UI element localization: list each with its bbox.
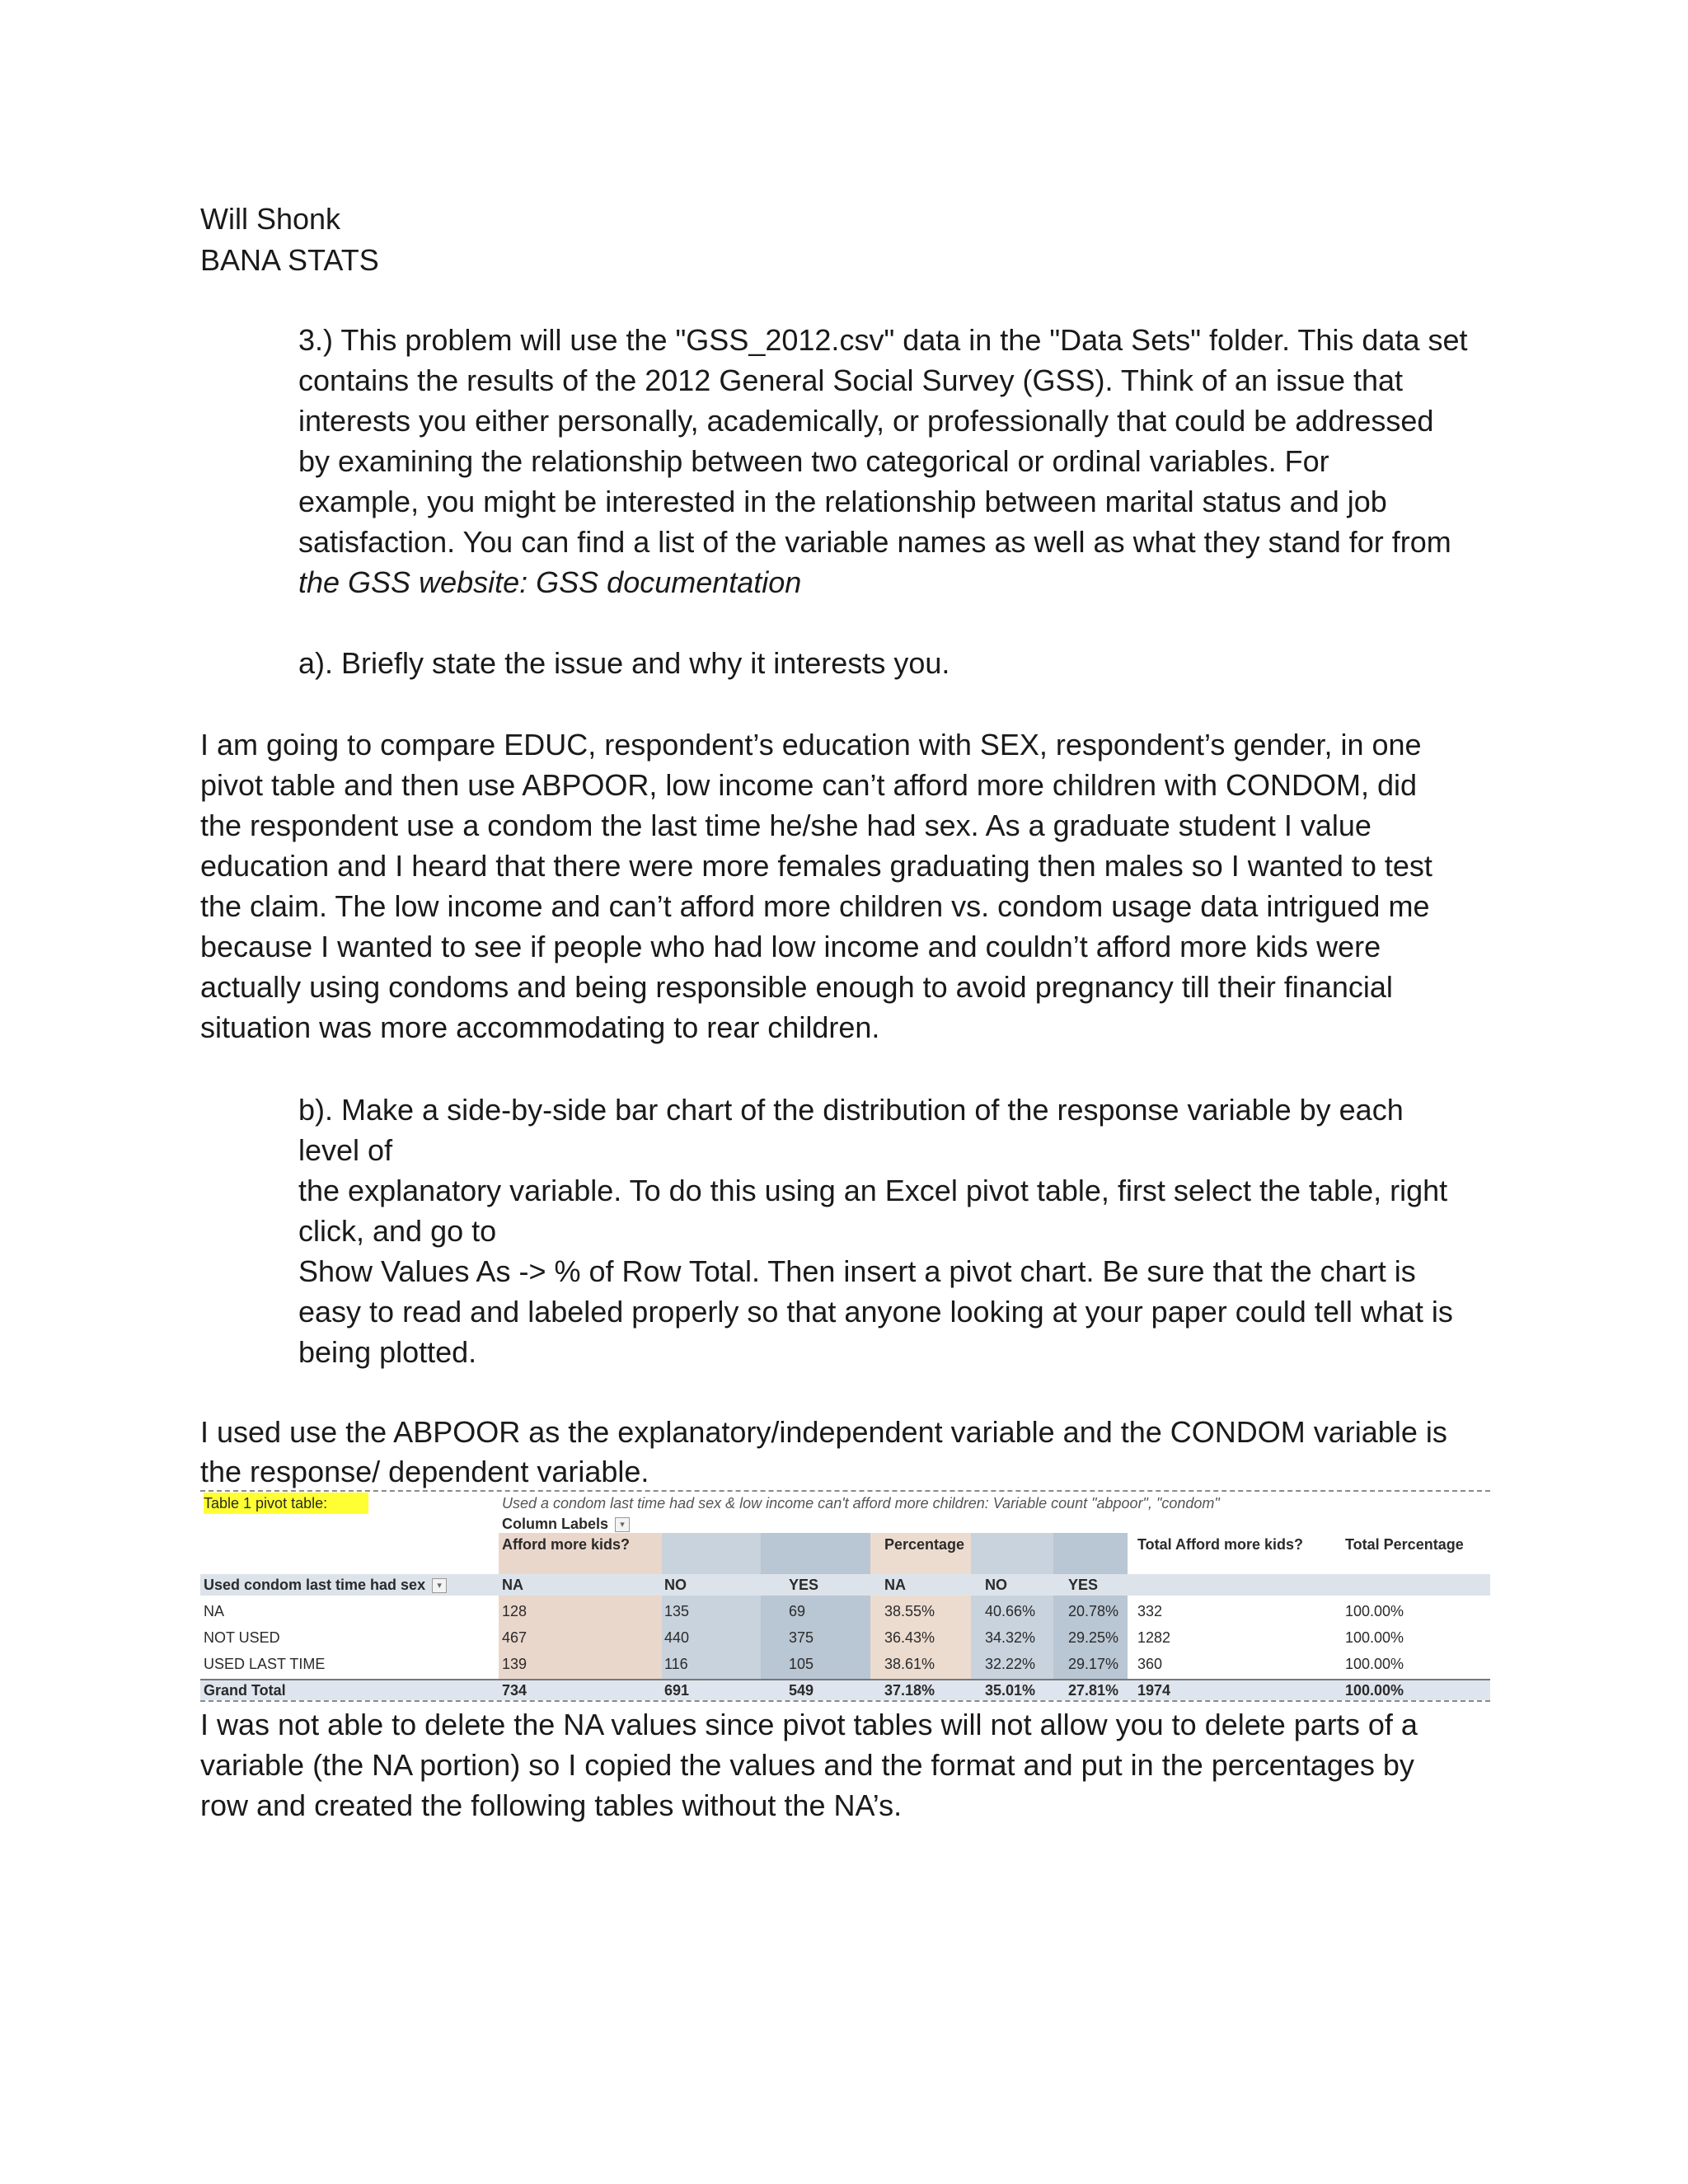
sub-header-na: NA bbox=[502, 1577, 523, 1593]
sub-header-yes: YES bbox=[789, 1577, 819, 1593]
table-cell: 1282 bbox=[1137, 1629, 1171, 1646]
table-cell: 360 bbox=[1137, 1656, 1163, 1672]
grand-total-cell: 37.18% bbox=[884, 1682, 935, 1699]
table-cell: 375 bbox=[789, 1629, 814, 1646]
table-row-label: NA bbox=[204, 1603, 225, 1619]
table-cell: 32.22% bbox=[985, 1656, 1036, 1672]
part-a-answer-line: the respondent use a condom the last time he/she had sex. As a graduate student I value bbox=[200, 808, 1372, 842]
after-table-line: row and created the following tables without the NA’s. bbox=[200, 1788, 903, 1822]
sub-header-pct-no: NO bbox=[985, 1577, 1007, 1593]
part-a-prompt: a). Briefly state the issue and why it interests you. bbox=[298, 646, 950, 680]
author-name: Will Shonk bbox=[200, 202, 341, 236]
part-a-answer-line: actually using condoms and being responsible enough to avoid pregnancy till their financial bbox=[200, 970, 1393, 1004]
table-cell: 100.00% bbox=[1345, 1656, 1404, 1672]
table-cell: 105 bbox=[789, 1656, 814, 1672]
question3-line: example, you might be interested in the relationship between marital status and job bbox=[298, 485, 1387, 518]
grand-total-cell: 1974 bbox=[1137, 1682, 1171, 1699]
table-cell: 40.66% bbox=[985, 1603, 1036, 1619]
table-caption: Used a condom last time had sex & low income can't afford more children: Variable count "abpoor", "condom" bbox=[502, 1495, 1220, 1511]
grand-total-cell: 35.01% bbox=[985, 1682, 1036, 1699]
table-cell: 38.55% bbox=[884, 1603, 935, 1619]
grand-total-cell: 100.00% bbox=[1345, 1682, 1404, 1699]
table-cell: 100.00% bbox=[1345, 1629, 1404, 1646]
part-b-prompt-line: Show Values As -> % of Row Total. Then insert a pivot chart. Be sure that the chart is bbox=[298, 1254, 1416, 1288]
total-afford-header: Total Afford more kids? bbox=[1137, 1536, 1304, 1553]
row-header-text: Used condom last time had sex bbox=[204, 1577, 426, 1593]
row-filter-dropdown-icon[interactable]: ▾ bbox=[432, 1578, 447, 1593]
table-cell: 29.17% bbox=[1068, 1656, 1119, 1672]
table-row-label: USED LAST TIME bbox=[204, 1656, 326, 1672]
grand-total-label: Grand Total bbox=[204, 1682, 286, 1699]
table-cell: 20.78% bbox=[1068, 1603, 1119, 1619]
part-b-answer-line: I used use the ABPOOR as the explanatory/independent variable and the CONDOM variable is bbox=[200, 1415, 1447, 1449]
sub-header-pct-na: NA bbox=[884, 1577, 906, 1593]
column-labels-header[interactable] bbox=[502, 1513, 630, 1535]
table-cell: 139 bbox=[502, 1656, 528, 1672]
part-b-prompt-line: easy to read and labeled properly so that anyone looking at your paper could tell what is bbox=[298, 1295, 1453, 1329]
gss-documentation-link[interactable]: the GSS website: GSS documentation bbox=[298, 565, 802, 599]
table-cell: 29.25% bbox=[1068, 1629, 1119, 1646]
grand-total-border bbox=[200, 1679, 1490, 1702]
table-cell: 100.00% bbox=[1345, 1603, 1404, 1619]
course-name: BANA STATS bbox=[200, 243, 379, 277]
part-a-answer-line: the claim. The low income and can’t afford more children vs. condom usage data intrigued me bbox=[200, 889, 1430, 923]
part-b-prompt-line: click, and go to bbox=[298, 1214, 497, 1248]
question3-line: interests you either personally, academically, or professionally that could be addressed bbox=[298, 404, 1434, 438]
grand-total-cell: 549 bbox=[789, 1682, 814, 1699]
part-a-answer-line: situation was more accommodating to rear children. bbox=[200, 1010, 880, 1044]
table-row-label: NOT USED bbox=[204, 1629, 280, 1646]
table-cell: 38.61% bbox=[884, 1656, 935, 1672]
yes-column-shading bbox=[761, 1533, 870, 1679]
column-labels-text: Column Labels bbox=[502, 1516, 609, 1532]
grand-total-cell: 691 bbox=[664, 1682, 690, 1699]
group-afford-more-kids: Afford more kids? bbox=[502, 1536, 631, 1553]
part-a-answer-line: pivot table and then use ABPOOR, low income can’t afford more children with CONDOM, did bbox=[200, 768, 1418, 802]
part-b-prompt-line: being plotted. bbox=[298, 1335, 477, 1369]
question3-line: 3.) This problem will use the "GSS_2012.csv" data in the "Data Sets" folder. This data set bbox=[298, 323, 1468, 357]
table-cell: 467 bbox=[502, 1629, 528, 1646]
part-a-answer-line: because I wanted to see if people who had low income and couldn’t afford more kids were bbox=[200, 930, 1381, 963]
question3-line: satisfaction. You can find a list of the variable names as well as what they stand for from bbox=[298, 525, 1451, 559]
group-percentage: Percentage bbox=[884, 1536, 965, 1553]
row-header[interactable] bbox=[204, 1574, 447, 1596]
table-cell: 34.32% bbox=[985, 1629, 1036, 1646]
question3-line: contains the results of the 2012 General Social Survey (GSS). Think of an issue that bbox=[298, 363, 1404, 397]
part-a-answer-line: education and I heard that there were more females graduating then males so I wanted to test bbox=[200, 849, 1432, 883]
table-cell: 440 bbox=[664, 1629, 690, 1646]
table-label: Table 1 pivot table: bbox=[204, 1493, 368, 1514]
after-table-line: variable (the NA portion) so I copied the values and the format and put in the percentages by bbox=[200, 1748, 1414, 1782]
part-b-prompt-line: level of bbox=[298, 1133, 393, 1167]
question3-line: by examining the relationship between two categorical or ordinal variables. For bbox=[298, 444, 1329, 478]
pivot-table bbox=[200, 1490, 1490, 1702]
sub-header-no: NO bbox=[664, 1577, 687, 1593]
table-cell: 332 bbox=[1137, 1603, 1163, 1619]
total-percentage-header: Total Percentage bbox=[1345, 1536, 1464, 1553]
table-cell: 36.43% bbox=[884, 1629, 935, 1646]
grand-total-cell: 734 bbox=[502, 1682, 528, 1699]
after-table-line: I was not able to delete the NA values since pivot tables will not allow you to delete parts of a bbox=[200, 1708, 1418, 1741]
table-cell: 69 bbox=[789, 1603, 806, 1619]
table-cell: 128 bbox=[502, 1603, 528, 1619]
part-b-prompt-line: the explanatory variable. To do this using an Excel pivot table, first select the table, right bbox=[298, 1174, 1448, 1207]
part-a-answer-line: I am going to compare EDUC, respondent’s education with SEX, respondent’s gender, in one bbox=[200, 728, 1422, 762]
part-b-prompt-line: b). Make a side-by-side bar chart of the distribution of the response variable by each bbox=[298, 1093, 1404, 1127]
part-b-answer-line: the response/ dependent variable. bbox=[200, 1455, 649, 1488]
filter-dropdown-icon[interactable]: ▾ bbox=[615, 1517, 630, 1532]
table-cell: 135 bbox=[664, 1603, 690, 1619]
table-cell: 116 bbox=[664, 1656, 688, 1672]
grand-total-cell: 27.81% bbox=[1068, 1682, 1119, 1699]
sub-header-pct-yes: YES bbox=[1068, 1577, 1099, 1593]
